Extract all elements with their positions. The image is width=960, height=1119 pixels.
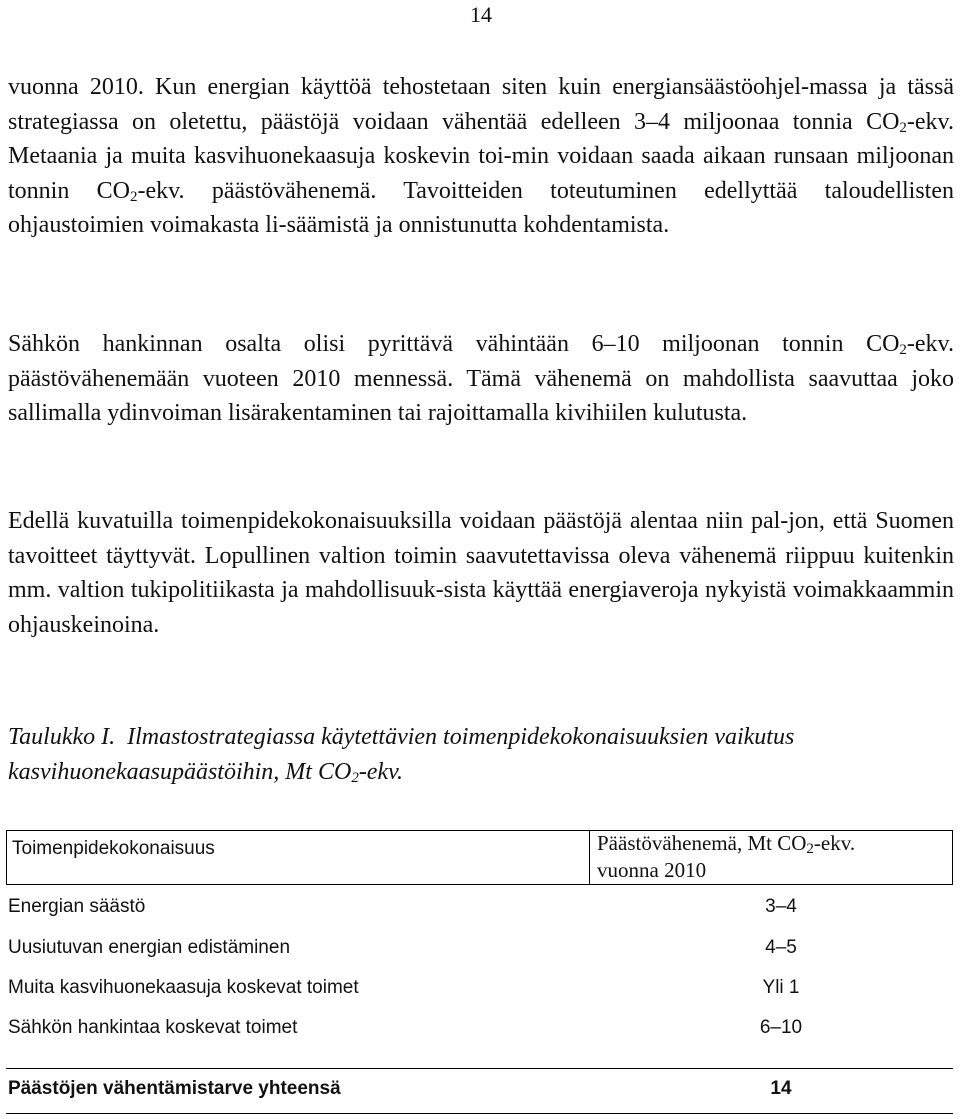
paragraph-2 [8, 327, 954, 431]
header-reduction-line1: Päästövähenemä, Mt CO [597, 831, 807, 855]
table-right-border [952, 830, 953, 884]
row-label: Muita kasvihuonekaasuja koskevat toimet [8, 977, 359, 998]
data-table [6, 830, 953, 1116]
paragraph-1-text-b: -ekv. Metaania ja muita kasvihuonekaasuja koskevin toi-min voidaan saada aikaan runsaan miljoonan tonnin CO [8, 108, 954, 204]
row-label: Uusiutuvan energian edistäminen [8, 937, 291, 958]
paragraph-2-text-a: Sähkön hankinnan osalta olisi pyrittävä vähintään 6–10 miljoonan tonnin CO [8, 331, 900, 357]
paragraph-1 [8, 70, 954, 243]
paragraph-1-text-a: vuonna 2010. Kun energian käyttöä tehostetaan siten kuin energiansäästöohjel-massa ja tässä strategiassa on oletettu, päästöjä voidaan vähentää edelleen 3–4 miljoonaa tonnia CO [8, 74, 954, 135]
caption-text-b: -ekv. [358, 759, 403, 785]
caption-label: Taulukko I. [8, 724, 116, 750]
row-label: Energian säästö [8, 896, 146, 917]
header-reduction-line1-end: -ekv. [813, 831, 856, 855]
table-caption [8, 720, 954, 790]
paragraph-1-text-c: -ekv. päästövähenemä. Tavoitteiden toteutuminen edellyttää taloudellisten ohjaustoimien voimakasta li-säämistä ja onnistunutta kohdentamista. [8, 177, 954, 238]
row-label: Sähkön hankintaa koskevat toimet [8, 1017, 298, 1038]
table-total-top-border [6, 1068, 953, 1069]
subscript: 2 [899, 342, 907, 358]
row-value: Yli 1 [762, 977, 800, 998]
subscript: 2 [129, 188, 138, 205]
page-number: 14 [470, 2, 492, 27]
header-reduction-line2: vuonna 2010 [597, 858, 707, 882]
caption-text-a: Ilmastostrategiassa käytettävien toimenpidekokonaisuuksien vaikutus kasvihuonekaasupäästöihin, Mt CO [8, 724, 795, 785]
table-header-bottom-border [6, 884, 953, 885]
row-value: 4–5 [765, 937, 797, 958]
subscript: 2 [806, 841, 814, 857]
paragraph-2-text-b: -ekv. päästövähenemään vuoteen 2010 mennessä. Tämä vähenemä on mahdollista saavuttaa joko sallimalla ydinvoiman lisärakentaminen tai rajoittamalla kivihiilen kulutusta. [8, 331, 954, 426]
header-reduction [597, 830, 855, 884]
subscript: 2 [899, 119, 907, 136]
header-measure: Toimenpidekokonaisuus [12, 838, 215, 859]
paragraph-3: Edellä kuvatuilla toimenpidekokonaisuuksilla voidaan päästöjä alentaa niin pal-jon, että Suomen tavoitteet täyttyvät. Lopullinen valtion toimin saavutettavissa oleva vähenemä riippuu kuitenkin mm. valtion tukipolitiikasta ja mahdollisuuk-sista käyttää energiaveroja nykyistä voimakkaammin ohjauskeinoina. [8, 508, 954, 638]
table-bottom-border [6, 1113, 953, 1114]
row-value: 6–10 [759, 1017, 803, 1038]
row-value: 3–4 [765, 896, 797, 917]
total-label: Päästöjen vähentämistarve yhteensä [8, 1078, 341, 1099]
table-left-border [6, 830, 7, 884]
total-value: 14 [770, 1078, 792, 1099]
table-column-divider [589, 830, 590, 884]
subscript: 2 [351, 770, 359, 786]
